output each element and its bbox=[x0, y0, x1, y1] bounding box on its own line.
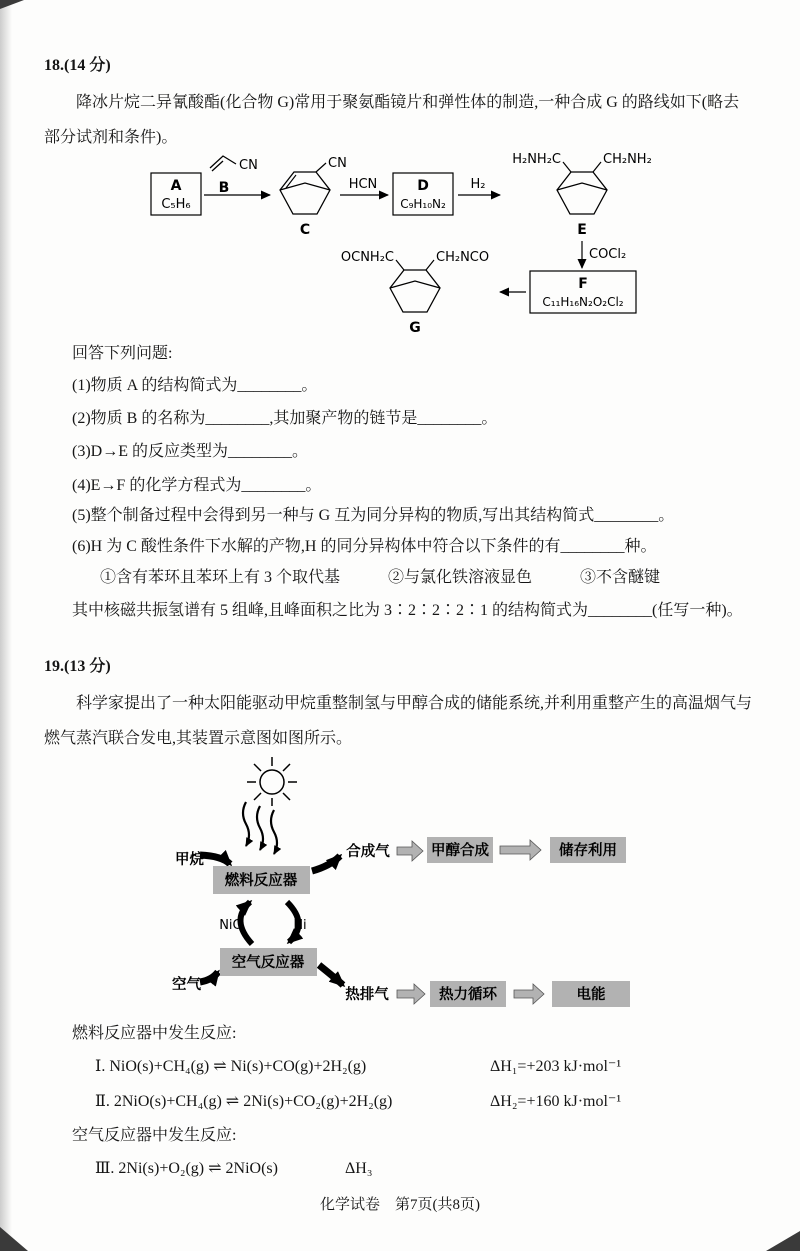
compound-f-formula: C₁₁H₁₆N₂O₂Cl₂ bbox=[542, 295, 624, 309]
q18-sub6: (6)H 为 C 酸性条件下水解的产物,H 的同分异构体中符合以下条件的有________种。 bbox=[72, 538, 657, 555]
thermal-cycle-label: 热力循环 bbox=[439, 987, 497, 1003]
methane-in-arrow bbox=[200, 855, 230, 864]
q18-nmr-line: 其中核磁共振氢谱有 5 组峰,且峰面积之比为 3∶2∶2∶2∶1 的结构简式为________(任写一种)。 bbox=[72, 602, 743, 619]
reagent-hcn-label: HCN bbox=[348, 177, 378, 192]
q18-intro-line1: 降冰片烷二异氰酸酯(化合物 G)常用于聚氨酯镜片和弹性体的制造,一种合成 G 的路线如下(略去 bbox=[76, 94, 740, 111]
compound-f-box bbox=[530, 271, 636, 313]
compound-d-formula: C₉H₁₀N₂ bbox=[400, 197, 446, 211]
compound-c-label: C bbox=[299, 222, 311, 238]
q18-sub1: (1)物质 A 的结构简式为________。 bbox=[72, 377, 318, 394]
compound-g-left-group: OCNH₂C bbox=[340, 250, 394, 265]
hot-exhaust-label: 热排气 bbox=[345, 987, 389, 1003]
q18-sub3: (3)D→E 的反应类型为________。 bbox=[72, 443, 308, 460]
q19-intro-line1: 科学家提出了一种太阳能驱动甲烷重整制氢与甲醇合成的储能系统,并利用重整产生的高温烟气与 bbox=[76, 695, 753, 712]
compound-c-cn-label: CN bbox=[328, 156, 347, 171]
syngas-out-arrow bbox=[312, 856, 340, 871]
equation-3: Ⅲ. 2Ni(s)+O₂(g) ⇌ 2NiO(s) bbox=[95, 1160, 278, 1177]
q18-number: 18.(14 分) bbox=[44, 57, 111, 74]
syngas-label: 合成气 bbox=[346, 844, 390, 860]
reagent-b-label: B bbox=[218, 180, 230, 196]
equation-1-dh: ΔH₁=+203 kJ·mol⁻¹ bbox=[490, 1058, 622, 1075]
q18-intro-line2: 部分试剂和条件)。 bbox=[44, 129, 178, 146]
q18-sub2: (2)物质 B 的名称为________,其加聚产物的链节是________。 bbox=[72, 410, 498, 427]
q19-intro-line2: 燃气蒸汽联合发电,其装置示意图如图所示。 bbox=[44, 730, 353, 747]
compound-e-left-group: H₂NH₂C bbox=[512, 152, 561, 167]
electric-energy-label: 电能 bbox=[576, 987, 606, 1003]
q18-conditions: ①含有苯环且苯环上有 3 个取代基 ②与氯化铁溶液显色 ③不含醚键 bbox=[100, 569, 661, 586]
compound-g-structure bbox=[341, 250, 489, 336]
q18-sub5: (5)整个制备过程中会得到另一种与 G 互为同分异构的物质,写出其结构简式________。 bbox=[72, 507, 675, 524]
equation-2: Ⅱ. 2NiO(s)+CH₄(g) ⇌ 2Ni(s)+CO₂(g)+2H₂(g) bbox=[95, 1093, 393, 1110]
compound-a-formula: C₅H₆ bbox=[161, 197, 191, 212]
acrylonitrile-cn-label: CN bbox=[239, 158, 258, 173]
equation-3-dh: ΔH₃ bbox=[345, 1160, 373, 1177]
energy-system-diagram bbox=[100, 752, 700, 1022]
compound-d-box bbox=[393, 173, 453, 215]
scan-edge-shadow bbox=[0, 0, 12, 1251]
compound-c-structure bbox=[280, 156, 347, 238]
photo-corner-artifact bbox=[766, 1231, 800, 1251]
fuel-reactions-title: 燃料反应器中发生反应: bbox=[72, 1025, 237, 1042]
storage-label: 储存利用 bbox=[559, 843, 617, 859]
compound-a-box bbox=[151, 173, 201, 215]
ni-label: Ni bbox=[293, 918, 307, 933]
compound-e-structure bbox=[512, 152, 652, 238]
q18-prompt: 回答下列问题: bbox=[72, 345, 173, 362]
q19-number: 19.(13 分) bbox=[44, 658, 111, 675]
block-arrow-syngas-to-methanol bbox=[397, 841, 423, 861]
reagent-cocl2-label: COCl₂ bbox=[589, 247, 627, 262]
equation-2-dh: ΔH₂=+160 kJ·mol⁻¹ bbox=[490, 1093, 622, 1110]
reagent-acrylonitrile-structure bbox=[210, 156, 258, 196]
methanol-synthesis-label: 甲醇合成 bbox=[431, 843, 489, 859]
reagent-h2-label: H₂ bbox=[470, 177, 486, 192]
compound-e-label: E bbox=[577, 222, 587, 238]
methane-label: 甲烷 bbox=[175, 852, 204, 868]
compound-d-label: D bbox=[417, 178, 429, 194]
air-label: 空气 bbox=[172, 977, 201, 993]
compound-e-right-group: CH₂NH₂ bbox=[603, 152, 652, 167]
sun-icon bbox=[247, 757, 297, 806]
fuel-reactor-label: 燃料反应器 bbox=[224, 873, 298, 889]
equation-1: Ⅰ. NiO(s)+CH₄(g) ⇌ Ni(s)+CO(g)+2H₂(g) bbox=[95, 1058, 367, 1075]
block-arrow-thermal-to-electric bbox=[514, 984, 544, 1004]
compound-f-label: F bbox=[578, 276, 588, 292]
exhaust-out-arrow bbox=[319, 965, 343, 985]
air-reactor-label: 空气反应器 bbox=[231, 955, 305, 971]
air-in-arrow bbox=[200, 972, 218, 982]
block-arrow-methanol-to-storage bbox=[500, 840, 541, 860]
synthesis-route-diagram bbox=[100, 148, 800, 344]
page-footer: 化学试卷 第7页(共8页) bbox=[320, 1197, 480, 1213]
block-arrow-exhaust-to-thermal bbox=[397, 984, 425, 1004]
nio-label: NiO bbox=[219, 918, 243, 933]
air-reactions-title: 空气反应器中发生反应: bbox=[72, 1127, 237, 1144]
solar-heat-wavy-arrows bbox=[243, 802, 277, 854]
compound-g-label: G bbox=[409, 320, 421, 336]
compound-a-label: A bbox=[170, 178, 182, 194]
q18-sub4: (4)E→F 的化学方程式为________。 bbox=[72, 477, 322, 494]
compound-g-right-group: CH₂NCO bbox=[436, 250, 490, 265]
